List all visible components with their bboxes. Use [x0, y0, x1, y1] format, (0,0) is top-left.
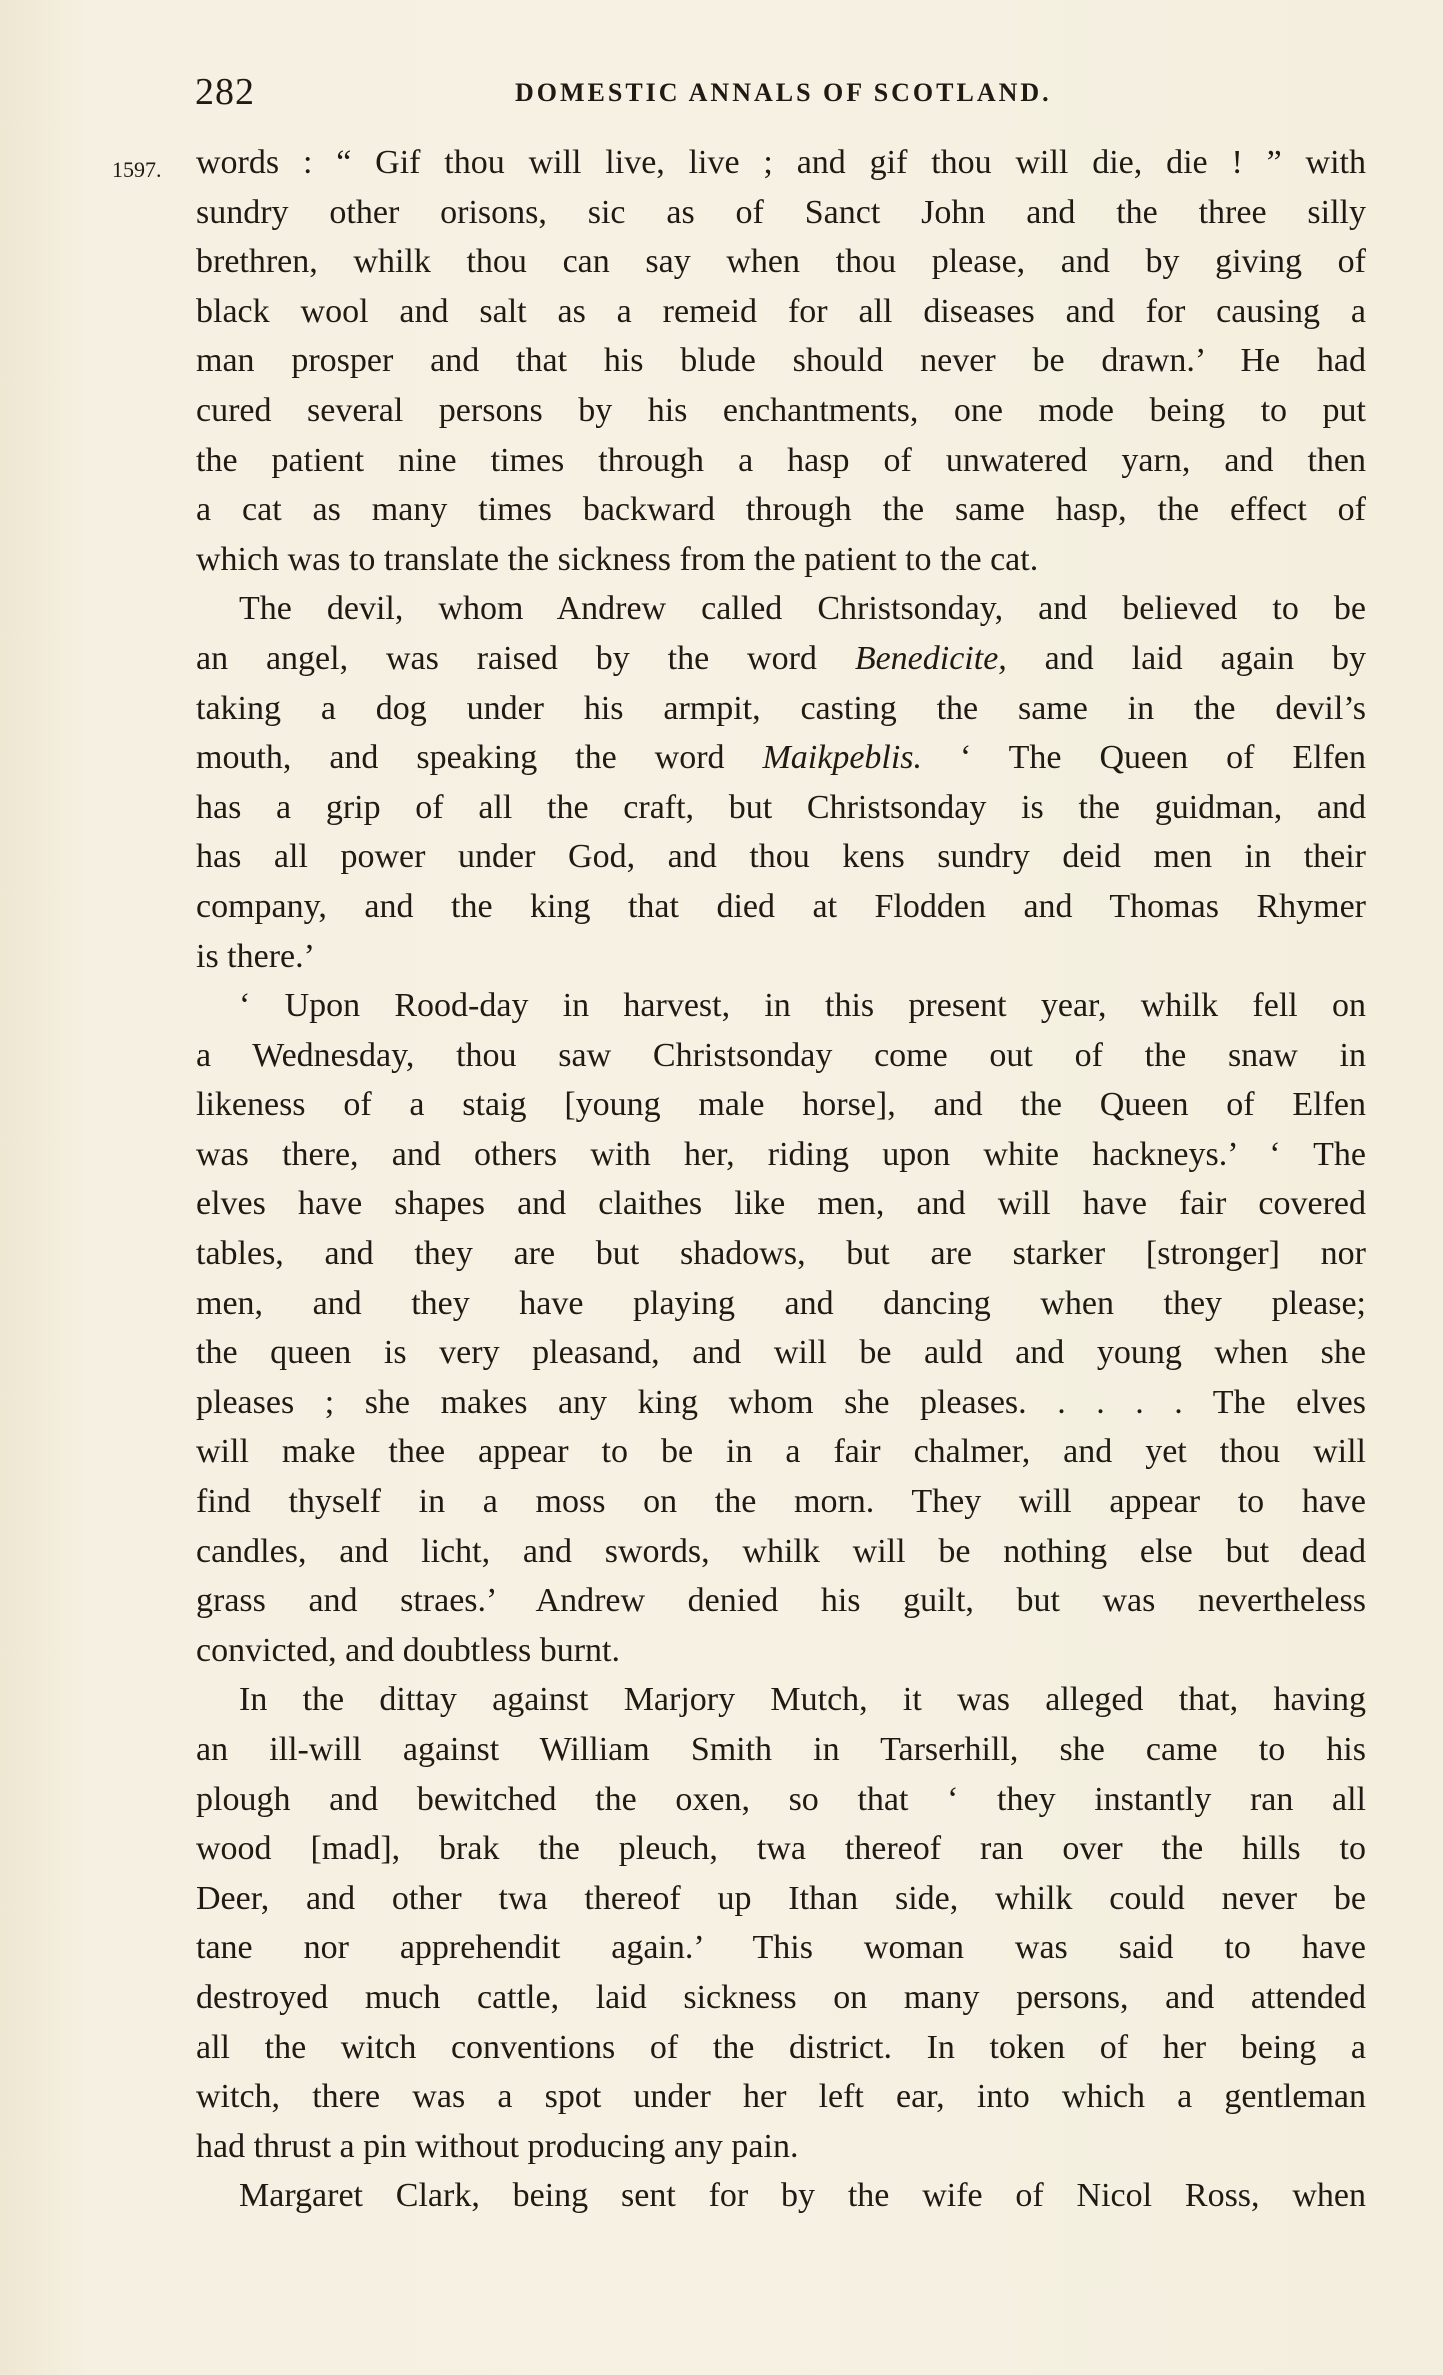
italic-term: Benedicite,: [854, 639, 1007, 677]
text-line: had thrust a pin without producing any pain.: [196, 2127, 799, 2165]
text-line: elves have shapes and claithes like men, and will have fair covered: [196, 1185, 1366, 1223]
text-line: an ill-will against William Smith in Tarserhill, she came to his: [196, 1731, 1366, 1768]
paragraph-2: [196, 584, 1366, 981]
text-line: words : “ Gif thou will live, live ; and gif thou will die, die ! ” with: [196, 144, 1366, 181]
page-header: [195, 62, 1365, 122]
paragraph-5: [196, 2171, 1366, 2221]
text-line: Deer, and other twa thereof up Ithan side, whilk could never be: [196, 1879, 1366, 1917]
text-line: In the dittay against Marjory Mutch, it was alleged that, having: [239, 1681, 1366, 1719]
text-line: tables, and they are but shadows, but are starker [stronger] nor: [196, 1235, 1366, 1273]
text-line: all the witch conventions of the district. In token of her being a: [196, 2028, 1366, 2066]
text-line: which was to translate the sickness from the patient to the cat.: [196, 540, 1039, 578]
body-text: [196, 138, 1366, 2221]
text-line: sundry other orisons, sic as of Sanct John and the three silly: [196, 193, 1366, 231]
text-segment: mouth, and speaking the word: [196, 739, 725, 777]
text-line: tane nor apprehendit again.’ This woman was said to have: [196, 1929, 1366, 1967]
text-line: will make thee appear to be in a fair chalmer, and yet thou will: [196, 1433, 1366, 1471]
text-line: a cat as many times backward through the same hasp, the effect of: [196, 491, 1366, 529]
text-line: The devil, whom Andrew called Christsonday, and believed to be: [239, 590, 1366, 628]
text-line: the queen is very pleasand, and will be auld and young when she: [196, 1334, 1366, 1372]
text-line: brethren, whilk thou can say when thou please, and by giving of: [196, 243, 1366, 281]
text-line: was there, and others with her, riding upon white hackneys.’ ‘ The: [196, 1135, 1366, 1173]
paragraph-3: [196, 981, 1366, 1675]
text-line: pleases ; she makes any king whom she pleases. . . . . The elves: [196, 1383, 1366, 1421]
page-number: 282: [195, 71, 255, 113]
text-line: plough and bewitched the oxen, so that ‘ they instantly ran all: [196, 1780, 1366, 1818]
text-line: witch, there was a spot under her left ear, into which a gentleman: [196, 2078, 1366, 2116]
text-line: wood [mad], brak the pleuch, twa thereof ran over the hills to: [196, 1830, 1366, 1868]
text-line: men, and they have playing and dancing when they please;: [196, 1284, 1366, 1322]
text-line: likeness of a staig [young male horse], and the Queen of Elfen: [196, 1086, 1366, 1124]
text-line: company, and the king that died at Flodden and Thomas Rhymer: [196, 887, 1366, 925]
text-line: [196, 634, 1366, 684]
text-line: candles, and licht, and swords, whilk will be nothing else but dead: [196, 1532, 1366, 1570]
text-line: cured several persons by his enchantments, one mode being to put: [196, 391, 1366, 429]
text-line: find thyself in a moss on the morn. They will appear to have: [196, 1483, 1366, 1521]
text-segment: ‘ The Queen of Elfen: [960, 739, 1366, 777]
text-line: man prosper and that his blude should never be drawn.’ He had: [196, 342, 1366, 380]
text-line: is there.’: [196, 937, 315, 975]
text-segment: and laid again by: [1044, 639, 1366, 677]
text-line: black wool and salt as a remeid for all diseases and for causing a: [196, 292, 1366, 330]
text-line: destroyed much cattle, laid sickness on many persons, and attended: [196, 1978, 1366, 2016]
running-head: DOMESTIC ANNALS OF SCOTLAND.: [515, 78, 1052, 107]
text-segment: an angel, was raised by the word: [196, 639, 817, 677]
text-line: [196, 733, 1366, 783]
text-line: the patient nine times through a hasp of unwatered yarn, and then: [196, 441, 1366, 479]
margin-year-note: 1597.: [112, 157, 162, 182]
paragraph-4: [196, 1675, 1366, 2171]
italic-term: Maikpeblis.: [762, 739, 923, 777]
text-line: grass and straes.’ Andrew denied his guilt, but was nevertheless: [196, 1582, 1366, 1620]
text-line: a Wednesday, thou saw Christsonday come out of the snaw in: [196, 1036, 1366, 1074]
paragraph-1: [196, 138, 1366, 584]
text-line: Margaret Clark, being sent for by the wife of Nicol Ross, when: [239, 2177, 1366, 2215]
text-line: ‘ Upon Rood-day in harvest, in this present year, whilk fell on: [239, 987, 1366, 1025]
text-line: convicted, and doubtless burnt.: [196, 1631, 620, 1669]
text-line: has all power under God, and thou kens sundry deid men in their: [196, 838, 1366, 876]
text-line: taking a dog under his armpit, casting the same in the devil’s: [196, 689, 1366, 727]
text-line: has a grip of all the craft, but Christsonday is the guidman, and: [196, 788, 1366, 826]
